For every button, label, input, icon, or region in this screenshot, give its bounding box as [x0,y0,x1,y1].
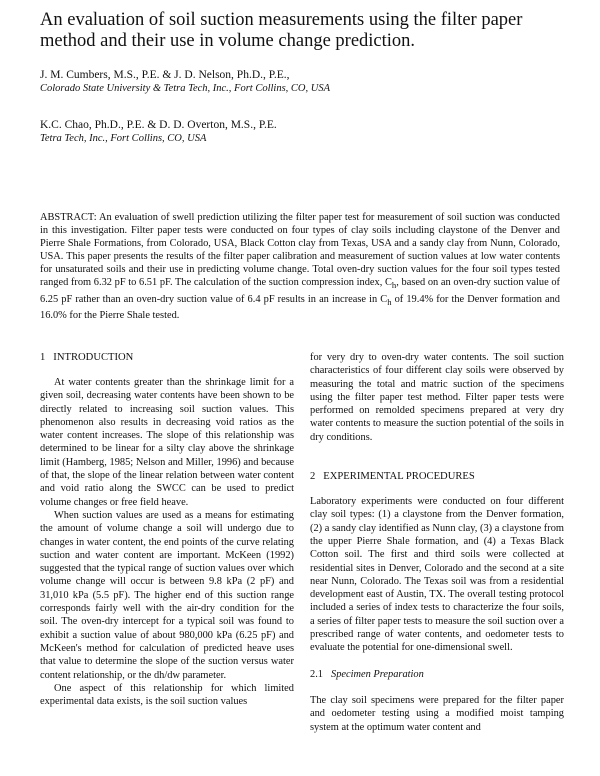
section-heading-introduction [40,351,294,364]
subsection-heading-specimen-preparation [310,668,564,681]
paper-title: An evaluation of soil suction measurements using the filter paper method and their use in volume change prediction. [40,10,523,51]
subsection-title: Specimen Preparation [331,668,424,680]
author-block-2 [40,118,277,146]
abstract-text: of 19.4% for the Denver formation and 16.0% for the Pierre Shale tested. [40,293,560,321]
paragraph: At water contents greater than the shrinkage limit for a given soil, decreasing water contents have been shown to be directly related to increasing soil suction values. This phenomenon also results in decreasing void ratios as the water content increases. The slope of this relationship was determined to be linear for a silty clay above the shrinkage limit (Hamberg, 1985; Nelson and Miller, 1996) and because of that, the slope of the linear relation between water content and void ratio along the SWCC can be used to predict volume changes or free field heave. [40,377,294,508]
author-affiliation: Colorado State University & Tetra Tech, Inc., Fort Collins, CO, USA [40,83,331,94]
abstract-text: ABSTRACT: An evaluation of swell prediction utilizing the filter paper test for measurement of soil suction was conducted in this investigation. Filter paper tests were conducted on four types of clay soils including claystone of the Denver and Pierre Shale Formations, from Colorado, USA, Black Cotton clay from Texas, USA and a sandy clay from Nunn, Colorado, USA. This paper presents the results of the filter paper calibration and measurement of suction values at low water contents for unsaturated soils and their use in predicting volume change. Total oven-dry suction values for the four soil types tested ranged from 6.32 pF to 6.51 pF. The calculation of the suction compression index, C [40,212,560,289]
right-column [310,351,564,734]
abstract-subscript: h [387,296,392,307]
section-number: 2 [310,471,316,483]
paragraph: One aspect of this relationship for which limited experimental data exists, is the soil suction values [40,682,294,708]
author-names: K.C. Chao, Ph.D., P.E. & D. D. Overton, M.S., P.E. [40,119,277,131]
section-heading-experimental [310,470,564,483]
abstract-text: , based on an oven-dry suction value of 6.25 pF rather than an oven-dry suction value of 6.4 pF results in an increase in C [40,277,560,305]
author-names: J. M. Cumbers, M.S., P.E. & J. D. Nelson, Ph.D., P.E., [40,69,290,81]
author-block-1 [40,68,330,96]
subsection-number: 2.1 [310,668,323,680]
paragraph: When suction values are used as a means for estimating the amount of volume change a soil will undergo due to changes in water content, the end points of the curve relating suction and water content are important. McKeen (1992) suggested that the typical range of suction values over which volume change will occur is between 9.8 kPa (2 pF) and 31,010 kPa (5.5 pF). The higher end of this suction range corresponds fairly well with the air-dry condition for the soil. The oven-dry intercept for a typical soil was found to exhibit a suction value of about 980,000 kPa (6.25 pF) and McKeen's method for calculation of predicted heave uses that value to determine the slope of the suction versus water content relationship, or the dh/dw parameter. [40,509,294,681]
paragraph: The clay soil specimens were prepared for the filter paper and oedometer testing using a modified moist tamping system at the optimum water content and [310,694,564,733]
section-number: 1 [40,352,46,363]
section-title: EXPERIMENTAL PROCEDURES [323,471,475,483]
section-title: INTRODUCTION [53,352,134,363]
abstract-subscript: h [391,280,397,291]
paragraph: for very dry to oven-dry water contents. The soil suction characteristics of four different clay soils were observed by measuring the total and matric suction of the specimens using the filter paper test method. Filter paper tests were performed on remolded specimens prepared at very dry water contents to measure the suction potential of the soils in dry conditions. [310,352,564,443]
abstract [40,211,560,322]
author-affiliation: Tetra Tech, Inc., Fort Collins, CO, USA [40,133,207,144]
left-column [40,351,294,708]
paragraph: Laboratory experiments were conducted on four different clay soil types: (1) a claystone from the Denver formation, (2) a sandy clay identified as Nunn clay, (3) a claystone from the upper Pierre Shale formation, and (4) a Texas Black Cotton soil. The first and third soils were collected at residential sites in Denver, Colorado and the second at a site near Nunn, Colorado. The Texas soil was from a residential development east of Austin, TX. The overall testing protocol included a series of index tests to characterize the four soils, a series of filter paper tests to measure the soil suction over a prescribed range of water contents, and oedometer tests to evaluate the potential for one-dimensional swell. [310,496,564,654]
